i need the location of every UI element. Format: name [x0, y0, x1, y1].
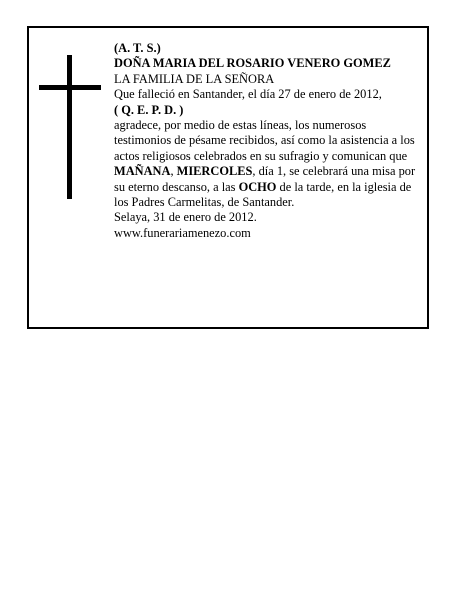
weekday-word: MIERCOLES	[176, 164, 253, 179]
comma-separator: ,	[170, 164, 177, 179]
deceased-name: DOÑA MARIA DEL ROSARIO VENERO GOMEZ	[114, 56, 391, 71]
cross-vertical-bar	[67, 55, 72, 199]
obituary-notice	[27, 26, 429, 329]
death-line: Que falleció en Santander, el día 27 de enero de 2012,	[114, 87, 382, 102]
notice-text	[114, 41, 426, 241]
body-end: de la tarde, en la iglesia de los Padres Carmelitas, de Santander.	[114, 179, 412, 210]
cross-horizontal-bar	[39, 85, 101, 90]
hour-word: OCHO	[238, 179, 277, 194]
ats-heading: (A. T. S.)	[114, 41, 161, 55]
day-word: MAÑANA	[114, 164, 171, 179]
qepd-line: ( Q. E. P. D. )	[114, 102, 184, 117]
body-intro: agradece, por medio de estas líneas, los numerosos testimonios de pésame recibidos, así como la asistencia a los actos religiosos celebrados en su sufragio y comunican que	[114, 118, 415, 163]
family-line: LA FAMILIA DE LA SEÑORA	[114, 71, 275, 86]
latin-cross-icon	[39, 55, 101, 199]
website: www.funerariamenezo.com	[114, 225, 251, 240]
notice-body	[114, 118, 426, 210]
place-date: Selaya, 31 de enero de 2012.	[114, 210, 257, 225]
body-mid: , día 1, se celebrará una misa por su eterno descanso, a las	[114, 164, 416, 194]
